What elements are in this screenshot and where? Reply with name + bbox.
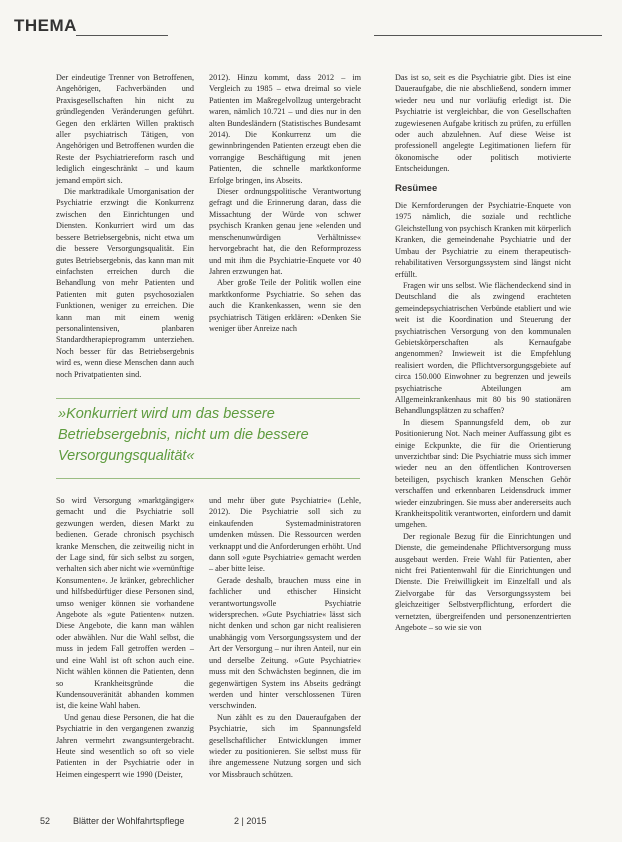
paragraph: Fragen wir uns selbst. Wie flächendeckend sind in Deutschland die als zwingend erachteten gemeindepsychiatrischen Verbünde etabliert und wie weit ist die Koordination und Steuerung der psychiatrischen Versorgung von den kommunalen Gebietskörperschaften als Kernaufgabe angenommen? Inwieweit ist die Empfehlung realisiert worden, die Pflichtversorgungsgebiete auf circa 150.000 Einwohner zu begrenzen und jeweils psychiatrische Abteilungen am Allgemeinkrankenhaus mit 80 bis 90 stationären Behandlungsplätzen zu schaffen? <box>395 280 571 416</box>
pull-quote: »Konkurriert wird um das bessere Betriebsergebnis, nicht um die bessere Versorgungsqualität« <box>58 406 309 464</box>
paragraph: Und genau diese Personen, die hat die Psychiatrie in den vergangenen zwanzig Jahren vermehrt zwangsuntergebracht. Heute sind wesentlich so oft so viele Patienten in der Psychiatrie oder in Heimen eingesperrt wie 1990 (Deister, <box>56 712 194 779</box>
column-3 <box>395 72 571 842</box>
header-rule <box>374 35 602 36</box>
header-rule <box>76 35 168 36</box>
paragraph: In diesem Spannungsfeld dem, ob zur Positionierung Not. Nach meiner Auffassung gibt es einige Eckpunkte, die für die Orientierung unverzichtbar sind: Die Psychiatrie muss sich immer wieder neu an den öffentlichen Kontroversen beteiligen, psychisch kranken Menschen Gehör verschaffen und erkennbaren Leidensdruck immer wieder einzubringen. Sie muss aber andererseits auch Krankheitspolitik verantworten, einfordern und damit umgehen. <box>395 417 571 530</box>
paragraph: Der eindeutige Trenner von Betroffenen, Angehörigen, Fachverbänden und Praxisgesellschaften hin nicht zu gründlegenden Veränderungen geführt. Gegen den erklärten Willen praktisch aller psychiatrisch Tätigen, von Angehörigen und Betroffenen wurden die Reste der Psychiatriereform rasch und lediglich eingeschränkt – und kaum jemand empört sich. <box>56 73 194 185</box>
paragraph: Dieser ordnungspolitische Verantwortung gefragt und die Erinnerung daran, dass die Missachtung der Würde von schwer psychisch Kranken genau jene »elenden und menschenunwürdigen Verhältnisse« hervorgebracht hat, die den Reformprozess und mit ihm die Psychiatrie-Enquete vor 40 Jahren erzwungen hat. <box>209 187 361 276</box>
section-heading: Resümee <box>395 182 438 194</box>
pullquote-rule <box>56 478 360 479</box>
column-2-bottom <box>209 495 361 835</box>
page-header <box>14 14 608 42</box>
issue-number: 2 | 2015 <box>234 816 267 826</box>
column-1-top <box>56 72 194 382</box>
paragraph: 2012). Hinzu kommt, dass 2012 – im Vergleich zu 1985 – etwa dreimal so viele Patienten im Maßregelvollzug untergebracht waren, nämlich 10.721 – und dies nur in den alten Bundesländern (Statistisches Bundesamt 2014). Die Konkurrenz um die gewinnbringenden Patienten erzeugt eben die vorrangige Beschäftigung mit jenen Patienten, die schnelle marktkonforme Erfolge bringen, ins Abseits. <box>209 73 361 185</box>
paragraph: Gerade deshalb, brauchen muss eine in fachlicher und ethischer Hinsicht verantwortungsvolle Psychiatrie widersprechen. »Gute Psychiatrie« lässt sich nicht denken und schon gar nicht realisieren unabhängig vom Versorgungssystem und der Art der Versorgung – nur ihren Anteil, nur ein und derselbe Zeitung. »Gute Psychiatrie« muss mit den Schwächsten beginnen, die im gegenwärtigen System ins Abseits gedrängt werden und hinter verschlossenen Türen verschwinden. <box>209 575 361 711</box>
page-footer <box>40 816 582 830</box>
paragraph: Das ist so, seit es die Psychiatrie gibt. Dies ist eine Daueraufgabe, die nie abschließend, sondern immer wieder neu und nur vorläufig erledigt ist. Die Psychiatrie ist vergleichbar, die von Gesellschaften zugewiesenen Aufgabe kritisch zu prüfen, zu erfüllen oder auch abzulehnen. Auf diese Weise ist professionell angelegte Legitimationen liefern für ökonomische oder politisch motivierte Entscheidungen. <box>395 73 571 174</box>
paragraph: Die Kernforderungen der Psychiatrie-Enquete von 1975 nämlich, die soziale und rechtliche Gleichstellung von psychisch Kranken mit körperlich Kranken, die gemeindenahe Psychiatrie und der Umbau der Psychiatrie zu einem therapeutisch-rehabilitativen Versorgungssystem sind längst nicht erfüllt. <box>395 201 571 279</box>
pullquote-rule <box>56 398 360 399</box>
column-1-bottom <box>56 495 194 835</box>
paragraph: Aber große Teile der Politik wollen eine marktkonforme Psychiatrie. So sehen das auch die Krankenkassen, wenn sie den psychiatrisch Tätigen erklären: »Denken Sie weniger über Anreize nach <box>209 278 361 333</box>
page-number: 52 <box>40 816 51 826</box>
column-2-top <box>209 72 361 382</box>
paragraph: Der regionale Bezug für die Einrichtungen und Dienste, die gemeindenahe Pflichtversorgung muss ausgebaut werden. Freie Wahl für Patienten, aber nicht frei Patientenwahl für die Einrichtungen und Dienste. Die Freiwilligkeit im Einzelfall und als Zielvorgabe für das Versorgungssystem bei gleichzeitiger Selbstverpflichtung, erfordert die vernetzten, übergreifenden und personenzentrierten Angebote – so wie sie von <box>395 531 571 633</box>
paragraph: Nun zählt es zu den Daueraufgaben der Psychiatrie, sich im Spannungsfeld gesellschaftlicher Entwicklungen immer wieder zu positionieren. Sie selbst muss für ihre angemessene Nutzung sorgen und sich vor Missbrauch schützen. <box>209 712 361 779</box>
paragraph: So wird Versorgung »marktgängiger« gemacht und die Psychiatrie soll gezwungen werden, diesen Markt zu bedienen. Gerade chronisch psychisch kranke Menschen, die zeitweilig nicht in der Lage sind, für sich selbst zu sorgen, verhalten sich aber nicht wie »vernünftige Konsumenten«. Je kränker, gebrechlicher und hilfsbedürftiger diese Personen sind, umso weniger können sie vorhandene Angebote als »gute Patienten« nutzen. Diese Angebote, die kann man wählen oder abwählen. Nur die Wahl selbst, die muss in jedem Fall getroffen werden – und eine Wahl ist oft schon auch eine. Nicht wählen können die Patienten, denn so Krankheitsgründe die Kundensouveränität abhanden kommen ist, die keine Wahl haben. <box>56 496 194 711</box>
journal-name: Blätter der Wohlfahrtspflege <box>73 816 185 826</box>
paragraph: und mehr über gute Psychiatrie« (Lehle, 2012). Die Psychiatrie soll sich zu einkaufenden Systemadministratoren umdenken müssen. Die Ressourcen werden verknappt und die Anforderungen erhöht. Und dann soll »gute Psychiatrie« gemacht werden – aber bitte leise. <box>209 496 361 574</box>
section-label: THEMA <box>14 16 77 35</box>
paragraph: Die marktradikale Umorganisation der Psychiatrie erzwingt die Konkurrenz zwischen den Einrichtungen und Diensten. Konkurriert wird um das bessere Betriebsergebnis, nicht etwa um die bessere Versorgungsqualität. Ein gutes Betriebsergebnis, das kann man mit einfachsten erreichen durch die Behandlung von mehr Patienten und Patienten mit guten psychosozialen Funktionen, weniger zu erreichen. Die kann man mit einem wenig personalintensiven, planbaren Standardtherapieprogramm unterziehen. Noch besser für das Betriebsergebnis wird es, wenn diese Menschen dann auch noch Privatpatienten sind. <box>56 187 194 379</box>
